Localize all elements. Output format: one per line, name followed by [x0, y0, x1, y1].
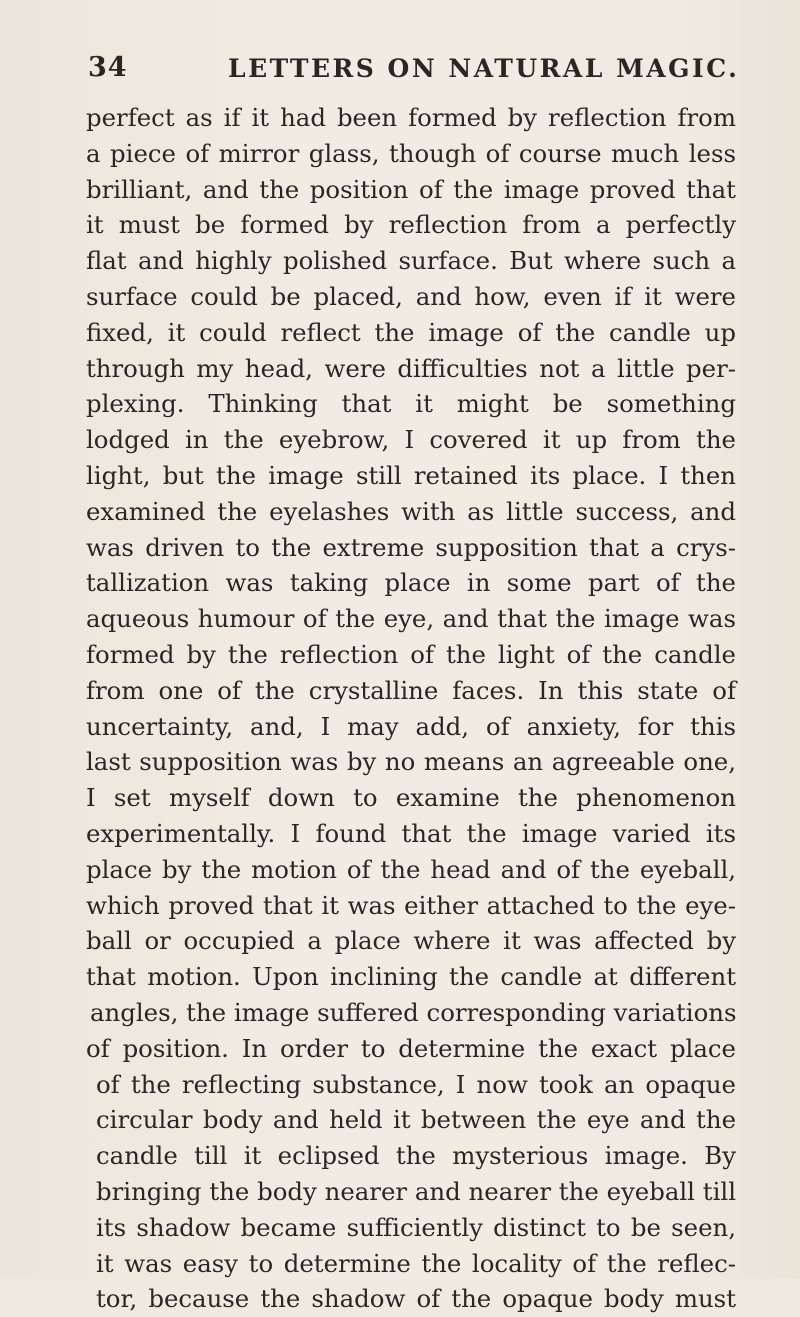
text-line: candle till it eclipsed the mysterious image. By: [96, 1141, 736, 1171]
text-line: surface could be placed, and how, even if it were: [86, 281, 736, 311]
text-line: flat and highly polished surface. But where such a: [86, 246, 736, 276]
text-line: tor, because the shadow of the opaque body must: [96, 1284, 736, 1314]
text-line: it was easy to determine the locality of the reflec-: [96, 1248, 736, 1278]
text-line: angles, the image suffered corresponding variations: [90, 997, 737, 1027]
text-line: bringing the body nearer and nearer the eyeball till: [96, 1176, 736, 1206]
body-text: [86, 100, 736, 1317]
text-line: ball or occupied a place where it was affected by: [86, 926, 736, 956]
text-line: circular body and held it between the eye and the: [96, 1105, 736, 1135]
text-line: last supposition was by no means an agreeable one,: [86, 747, 736, 777]
text-line: light, but the image still retained its place. I then: [86, 460, 736, 490]
page-number: 34: [88, 52, 128, 83]
text-line: examined the eyelashes with as little success, and: [86, 496, 736, 526]
text-line: place by the motion of the head and of the eyeball,: [86, 854, 736, 884]
text-line: which proved that it was either attached to the eye-: [86, 890, 736, 920]
text-line: from one of the crystalline faces. In this state of: [86, 675, 736, 705]
text-line: it must be formed by reflection from a perfectly: [86, 210, 736, 240]
text-line: fixed, it could reflect the image of the candle up: [86, 317, 736, 347]
text-line: lodged in the eyebrow, I covered it up from the: [86, 425, 736, 455]
running-title: LETTERS ON NATURAL MAGIC.: [228, 54, 740, 83]
text-line: that motion. Upon inclining the candle at different: [86, 962, 736, 992]
text-line: aqueous humour of the eye, and that the image was: [86, 604, 736, 634]
text-line: experimentally. I found that the image varied its: [86, 818, 736, 848]
text-line: its shadow became sufficiently distinct to be seen,: [96, 1212, 736, 1242]
text-line: through my head, were difficulties not a little per-: [86, 353, 736, 383]
text-line: perfect as if it had been formed by reflection from: [86, 103, 736, 132]
text-line: plexing. Thinking that it might be something: [86, 389, 736, 419]
text-line: tallization was taking place in some part of the: [86, 568, 736, 598]
text-line: of the reflecting substance, I now took an opaque: [96, 1069, 736, 1099]
text-line: was driven to the extreme supposition that a crys-: [86, 532, 736, 562]
text-line: a piece of mirror glass, though of course much less: [86, 138, 736, 168]
text-line: uncertainty, and, I may add, of anxiety, for this: [86, 711, 736, 741]
page-header: [88, 52, 740, 92]
text-line: of position. In order to determine the exact place: [86, 1033, 736, 1063]
text-line: formed by the reflection of the light of the candle: [86, 639, 736, 669]
text-line: brilliant, and the position of the image proved that: [86, 174, 736, 204]
text-line: I set myself down to examine the phenomenon: [86, 783, 736, 813]
